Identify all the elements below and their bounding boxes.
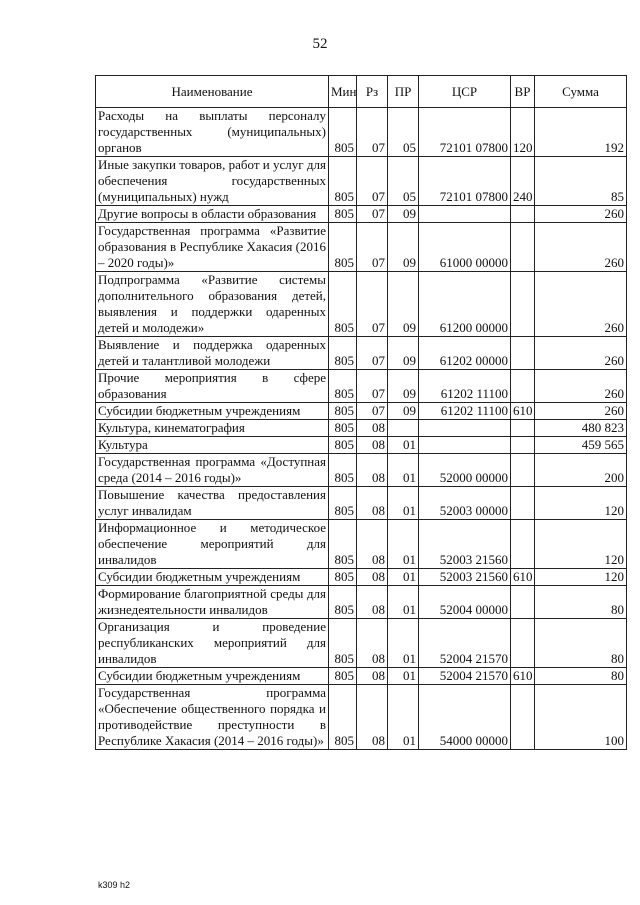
cell-csr: 61202 00000 bbox=[419, 337, 511, 370]
table-row bbox=[96, 668, 627, 685]
cell-csr bbox=[419, 206, 511, 223]
table-row bbox=[96, 454, 627, 487]
cell-name: Культура, кинематография bbox=[96, 420, 329, 437]
cell-sum: 200 bbox=[535, 454, 627, 487]
cell-pr: 09 bbox=[388, 223, 419, 272]
footer-code: k309 h2 bbox=[98, 880, 131, 890]
cell-name: Повышение качества предоставления услуг инвалидам bbox=[96, 487, 329, 520]
cell-min: 805 bbox=[329, 586, 357, 619]
cell-min: 805 bbox=[329, 487, 357, 520]
cell-min: 805 bbox=[329, 668, 357, 685]
table-header-row bbox=[96, 76, 627, 108]
cell-sum: 192 bbox=[535, 108, 627, 157]
cell-rz: 07 bbox=[357, 206, 388, 223]
cell-pr: 09 bbox=[388, 370, 419, 403]
cell-sum: 120 bbox=[535, 487, 627, 520]
cell-name: Формирование благоприятной среды для жизнедеятельности инвалидов bbox=[96, 586, 329, 619]
table-row bbox=[96, 420, 627, 437]
cell-vr: 610 bbox=[511, 668, 535, 685]
cell-csr: 52004 21570 bbox=[419, 668, 511, 685]
cell-csr: 52003 00000 bbox=[419, 487, 511, 520]
cell-pr: 09 bbox=[388, 272, 419, 337]
cell-sum: 260 bbox=[535, 337, 627, 370]
cell-vr bbox=[511, 586, 535, 619]
cell-name: Прочие мероприятия в сфере образования bbox=[96, 370, 329, 403]
cell-csr bbox=[419, 420, 511, 437]
cell-sum: 260 bbox=[535, 403, 627, 420]
cell-min: 805 bbox=[329, 370, 357, 403]
cell-csr: 52000 00000 bbox=[419, 454, 511, 487]
table-row bbox=[96, 569, 627, 586]
cell-csr: 52003 21560 bbox=[419, 520, 511, 569]
cell-pr: 01 bbox=[388, 520, 419, 569]
cell-min: 805 bbox=[329, 454, 357, 487]
cell-sum: 120 bbox=[535, 520, 627, 569]
cell-min: 805 bbox=[329, 108, 357, 157]
cell-name: Организация и проведение республиканских мероприятий для инвалидов bbox=[96, 619, 329, 668]
cell-name: Государственная программа «Развитие образования в Республике Хакасия (2016 – 2020 годы)» bbox=[96, 223, 329, 272]
cell-min: 805 bbox=[329, 403, 357, 420]
cell-rz: 08 bbox=[357, 487, 388, 520]
cell-rz: 07 bbox=[357, 370, 388, 403]
cell-name: Культура bbox=[96, 437, 329, 454]
table-row bbox=[96, 437, 627, 454]
table-row bbox=[96, 619, 627, 668]
cell-min: 805 bbox=[329, 223, 357, 272]
table-row bbox=[96, 487, 627, 520]
table-row bbox=[96, 157, 627, 206]
cell-csr: 61202 11100 bbox=[419, 403, 511, 420]
cell-vr bbox=[511, 370, 535, 403]
cell-min: 805 bbox=[329, 272, 357, 337]
cell-sum: 459 565 bbox=[535, 437, 627, 454]
cell-pr: 01 bbox=[388, 586, 419, 619]
cell-pr: 01 bbox=[388, 668, 419, 685]
table-row bbox=[96, 108, 627, 157]
cell-name: Субсидии бюджетным учреждениям bbox=[96, 403, 329, 420]
cell-rz: 08 bbox=[357, 437, 388, 454]
cell-rz: 07 bbox=[357, 403, 388, 420]
cell-pr: 01 bbox=[388, 437, 419, 454]
cell-rz: 08 bbox=[357, 520, 388, 569]
cell-name: Выявление и поддержка одаренных детей и талантливой молодежи bbox=[96, 337, 329, 370]
cell-rz: 07 bbox=[357, 157, 388, 206]
cell-pr: 01 bbox=[388, 487, 419, 520]
cell-min: 805 bbox=[329, 157, 357, 206]
cell-pr: 01 bbox=[388, 569, 419, 586]
cell-vr bbox=[511, 685, 535, 750]
table-row bbox=[96, 272, 627, 337]
cell-min: 805 bbox=[329, 619, 357, 668]
cell-sum: 480 823 bbox=[535, 420, 627, 437]
cell-vr bbox=[511, 454, 535, 487]
header-name: Наименование bbox=[96, 76, 329, 108]
cell-vr bbox=[511, 487, 535, 520]
cell-pr: 05 bbox=[388, 157, 419, 206]
cell-sum: 260 bbox=[535, 272, 627, 337]
cell-pr: 09 bbox=[388, 337, 419, 370]
cell-pr: 09 bbox=[388, 206, 419, 223]
cell-csr: 52004 00000 bbox=[419, 586, 511, 619]
cell-sum: 80 bbox=[535, 619, 627, 668]
cell-name: Другие вопросы в области образования bbox=[96, 206, 329, 223]
header-pr: ПР bbox=[388, 76, 419, 108]
cell-name: Субсидии бюджетным учреждениям bbox=[96, 569, 329, 586]
header-min: Мин bbox=[329, 76, 357, 108]
cell-vr bbox=[511, 223, 535, 272]
cell-pr: 01 bbox=[388, 619, 419, 668]
cell-vr: 120 bbox=[511, 108, 535, 157]
cell-pr: 05 bbox=[388, 108, 419, 157]
cell-name: Подпрограмма «Развитие системы дополнительного образования детей, выявления и поддержки одаренных детей и молодежи» bbox=[96, 272, 329, 337]
cell-min: 805 bbox=[329, 337, 357, 370]
cell-name: Расходы на выплаты персоналу государственных (муниципальных) органов bbox=[96, 108, 329, 157]
header-rz: Рз bbox=[357, 76, 388, 108]
budget-table bbox=[95, 75, 627, 750]
cell-name: Государственная программа «Обеспечение общественного порядка и противодействие преступности в Республике Хакасия (2014 – 2016 годы)» bbox=[96, 685, 329, 750]
cell-sum: 260 bbox=[535, 370, 627, 403]
cell-rz: 08 bbox=[357, 619, 388, 668]
cell-vr: 610 bbox=[511, 403, 535, 420]
cell-csr: 54000 00000 bbox=[419, 685, 511, 750]
cell-rz: 08 bbox=[357, 668, 388, 685]
cell-min: 805 bbox=[329, 206, 357, 223]
cell-sum: 80 bbox=[535, 668, 627, 685]
cell-vr bbox=[511, 437, 535, 454]
cell-sum: 100 bbox=[535, 685, 627, 750]
page-number: 52 bbox=[312, 36, 328, 52]
cell-name: Субсидии бюджетным учреждениям bbox=[96, 668, 329, 685]
cell-rz: 08 bbox=[357, 569, 388, 586]
cell-rz: 08 bbox=[357, 586, 388, 619]
cell-rz: 08 bbox=[357, 454, 388, 487]
cell-sum: 80 bbox=[535, 586, 627, 619]
cell-pr bbox=[388, 420, 419, 437]
table-row bbox=[96, 403, 627, 420]
cell-sum: 85 bbox=[535, 157, 627, 206]
cell-rz: 07 bbox=[357, 223, 388, 272]
cell-sum: 260 bbox=[535, 223, 627, 272]
cell-vr bbox=[511, 520, 535, 569]
cell-sum: 260 bbox=[535, 206, 627, 223]
cell-rz: 07 bbox=[357, 108, 388, 157]
cell-pr: 01 bbox=[388, 454, 419, 487]
cell-min: 805 bbox=[329, 569, 357, 586]
cell-csr: 52004 21570 bbox=[419, 619, 511, 668]
table-row bbox=[96, 337, 627, 370]
cell-vr bbox=[511, 420, 535, 437]
cell-min: 805 bbox=[329, 685, 357, 750]
cell-min: 805 bbox=[329, 437, 357, 454]
cell-vr bbox=[511, 337, 535, 370]
cell-rz: 07 bbox=[357, 272, 388, 337]
header-vr: ВР bbox=[511, 76, 535, 108]
cell-pr: 01 bbox=[388, 685, 419, 750]
header-csr: ЦСР bbox=[419, 76, 511, 108]
table-row bbox=[96, 586, 627, 619]
cell-rz: 08 bbox=[357, 685, 388, 750]
cell-vr bbox=[511, 619, 535, 668]
cell-rz: 07 bbox=[357, 337, 388, 370]
cell-name: Иные закупки товаров, работ и услуг для обеспечения государственных (муниципальных) нужд bbox=[96, 157, 329, 206]
header-sum: Сумма bbox=[535, 76, 627, 108]
cell-vr: 240 bbox=[511, 157, 535, 206]
cell-vr bbox=[511, 206, 535, 223]
cell-csr: 52003 21560 bbox=[419, 569, 511, 586]
cell-min: 805 bbox=[329, 520, 357, 569]
cell-sum: 120 bbox=[535, 569, 627, 586]
cell-name: Информационное и методическое обеспечение мероприятий для инвалидов bbox=[96, 520, 329, 569]
cell-vr: 610 bbox=[511, 569, 535, 586]
table-row bbox=[96, 370, 627, 403]
cell-min: 805 bbox=[329, 420, 357, 437]
table-row bbox=[96, 223, 627, 272]
cell-name: Государственная программа «Доступная среда (2014 – 2016 годы)» bbox=[96, 454, 329, 487]
cell-csr: 72101 07800 bbox=[419, 157, 511, 206]
cell-vr bbox=[511, 272, 535, 337]
cell-pr: 09 bbox=[388, 403, 419, 420]
table-row bbox=[96, 685, 627, 750]
cell-csr: 61000 00000 bbox=[419, 223, 511, 272]
cell-csr: 61202 11100 bbox=[419, 370, 511, 403]
cell-rz: 08 bbox=[357, 420, 388, 437]
table-row bbox=[96, 520, 627, 569]
cell-csr: 61200 00000 bbox=[419, 272, 511, 337]
table-row bbox=[96, 206, 627, 223]
cell-csr: 72101 07800 bbox=[419, 108, 511, 157]
cell-csr bbox=[419, 437, 511, 454]
